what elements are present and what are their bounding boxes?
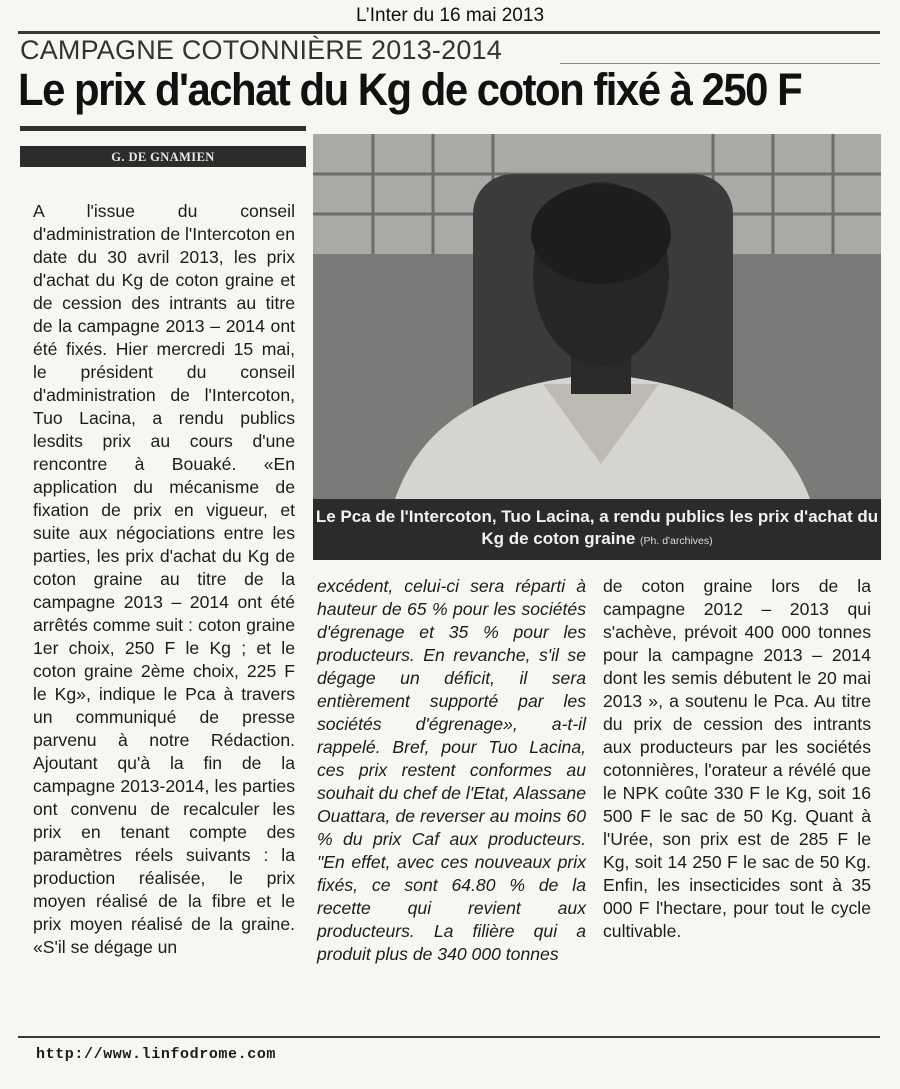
bottom-rule bbox=[18, 1036, 880, 1038]
article-column-3: de coton graine lors de la campagne 2012 – 2013 qui s'achève, prévoit 400 000 tonnes pour la campagne 2013 – 2014 dont les semis débutent le 20 mai 2013 », a soutenu le Pca. Au titre du prix de cession des intrants aux producteurs par les sociétés cotonnières, l'orateur a révélé que le NPK coûte 330 F le Kg, soit 16 500 F le sac de 50 Kg. Quant à l'Urée, son prix est de 285 F le Kg, soit 14 250 F le sac de 50 Kg. Enfin, les insecticides sont à 35 000 F l'hectare, pour tout le cycle cultivable. bbox=[603, 576, 871, 941]
byline: G. DE GNAMIEN bbox=[111, 150, 215, 164]
article-column-2: excédent, celui-ci sera réparti à hauteur de 65 % pour les sociétés d'égrenage et 35 % pour les producteurs. En revanche, s'il se dégage un déficit, il sera entièrement supporté par les sociétés d'égrenage», a-t-il rappelé. Bref, pour Tuo Lacina, ces prix restent conformes au souhait du chef de l'Etat, Alassane Ouattara, de reverser au moins 60 % du prix Caf aux producteurs. "En effet, avec ces nouveaux prix fixés, ce sont 64.80 % de la recette qui revient aux producteurs. La filière qui a produit plus de 340 000 tonnes bbox=[317, 576, 586, 964]
publication-date-header: L’Inter du 16 mai 2013 bbox=[355, 5, 545, 26]
article-column-1: A l'issue du conseil d'administration de l'Intercoton en date du 30 avril 2013, les prix d'achat du Kg de coton graine et de cession des intrants au titre de la campagne 2013 – 2014 ont été fixés. Hier mercredi 15 mai, le président du conseil d'administration de l'Intercoton, Tuo Lacina, a rendu publics lesdits prix au cours d'une rencontre à Bouaké. «En application du mécanisme de fixation de prix en vigueur, et suite aux négociations entre les parties, les prix d'achat du Kg de coton graine au titre de la campagne 2013 – 2014 ont été arrêtés comme suit : coton graine 1er choix, 250 F le Kg ; et le coton graine 2ème choix, 225 F le Kg», indique le Pca à travers un communiqué de presse parvenu à notre Rédaction. Ajoutant qu'à la fin de la campagne 2013-2014, les parties ont convenu de recalculer les prix en tenant compte des paramètres réels suivants : la production réalisée, le prix moyen réalisé de la fibre et le prix moyen réalisé de la graine. «S'il se dégage un bbox=[33, 201, 295, 957]
source-url: http://www.linfodrome.com bbox=[36, 1046, 277, 1063]
article-photo bbox=[313, 134, 881, 560]
headline: Le prix d'achat du Kg de coton fixé à 250 F bbox=[18, 64, 802, 115]
top-rule bbox=[18, 31, 880, 34]
headline-rule bbox=[20, 126, 306, 131]
portrait-illustration bbox=[313, 134, 881, 560]
photo-credit: (Ph. d'archives) bbox=[640, 535, 713, 547]
caption-text: Le Pca de l'Intercoton, Tuo Lacina, a rendu publics les prix d'achat du Kg de coton graine bbox=[315, 507, 879, 548]
section-kicker: CAMPAGNE COTONNIÈRE 2013-2014 bbox=[20, 35, 502, 65]
photo-caption bbox=[313, 499, 881, 560]
